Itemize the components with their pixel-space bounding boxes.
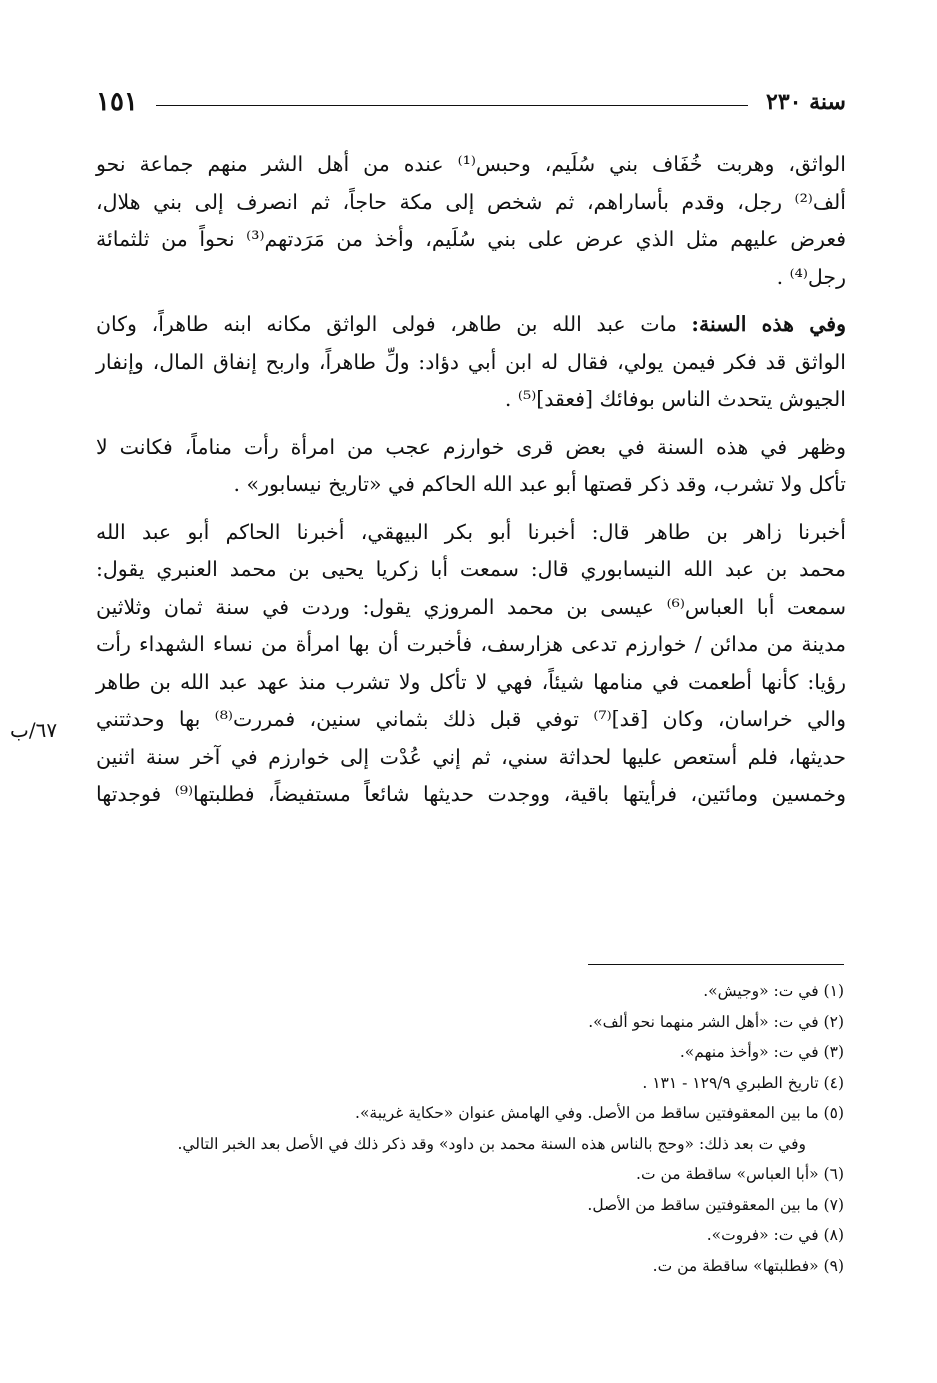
text-line: مدينة من مدائن / خوارزم تدعى هزارسف، فأخبرت أن بها امرأة من نساء الشهداء رأت [96,632,846,656]
footnote: (٢) في ت: «أهل الشر منهما نحو ألف». [588,1012,844,1031]
footnote: (٤) تاريخ الطبري ١٢٩/٩ - ١٣١ . [642,1073,844,1092]
text-line: وظهر في هذه السنة في بعض قرى خوارزم عجب من امرأة رأت مناماً، فكانت لا [96,434,846,459]
text-line: سمعت أبا العباس⁽⁶⁾ عيسى بن محمد المروزي يقول: وردت في سنة ثمان وثلاثين [96,594,846,619]
text-line [96,306,846,344]
footnote: (٣) في ت: «وأخذ منهم». [679,1043,844,1061]
text-fragment: مات عبد الله بن طاهر، فولى الواثق مكانه ابنه طاهراً، وكان [96,312,692,336]
page-number: ١٥١ [96,87,138,117]
section-lead: وفي هذه السنة: [691,312,846,336]
paragraph-1 [96,146,846,296]
paragraph-4 [96,514,846,814]
paragraph-3 [96,429,846,504]
text-line: أخبرنا زاهر بن طاهر قال: أخبرنا أبو بكر البيهقي، أخبرنا الحاكم أبو عبد الله [96,519,846,544]
text-line: محمد بن عبد الله النيسابوري قال: سمعت أبا زكريا يحيى بن محمد العنبري يقول: [96,557,846,581]
footnote: (٦) «أبا العباس» ساقطة من ت. [636,1165,844,1183]
footnote-separator [588,964,844,965]
text-line: وخمسين ومائتين، فرأيتها باقية، ووجدت حديثها شائعاً مستفيضاً، فطلبتها⁽⁹⁾ فوجدتها [96,782,846,806]
text-line: الواثق قد فكر فيمن يولي، فقال له ابن أبي دؤاد: ولِّ طاهراً، واربح إنفاق المال، وإنفار [96,349,846,374]
footnote: (٧) ما بين المعقوفتين ساقط من الأصل. [587,1195,844,1214]
header-rule [156,105,748,106]
paragraph-2 [96,306,846,419]
main-text [96,146,846,814]
text-line: تأكل ولا تشرب، وقد ذكر قصتها أبو عبد الله الحاكم في «تاريخ نيسابور» . [233,472,846,496]
manuscript-folio-note: ٦٧/ب [10,718,58,742]
text-line: فعرض عليهم مثل الذي عرض على بني سُلَيم، وأخذ من مَرَدتهم⁽³⁾ نحواً من ثلثمائة [96,227,847,251]
text-line: الواثق، وهربت خُفَاف بني سُلَيم، وحبس⁽¹⁾ عنده من أهل الشر منهم جماعة نحو [96,152,846,176]
footnote-continuation: وفي ت بعد ذلك: «وحج بالناس هذه السنة محمد بن داود» وقد ذكر ذلك في الأصل بعد الخبر التالي. [177,1134,806,1153]
running-head-year: سنة ٢٣٠ [766,89,846,115]
text-line: ألف⁽²⁾ رجل، وقدم بأساراهم، ثم شخص إلى مكة حاجاً، ثم انصرف إلى بني هلال، [96,189,846,214]
text-line: رجل⁽⁴⁾ . [776,264,846,289]
page-header [96,82,846,122]
text-line: الجيوش يتحدث الناس بوفائك [فعقد]⁽⁵⁾ . [504,387,846,411]
footnote: (١) في ت: «وجيش». [703,982,844,1000]
text-line: حديثها، فلم أستعص عليها لحداثة سني، ثم إني عُدْت إلى خوارزم في آخر سنة اثنين [96,744,846,769]
text-line: رؤيا: كأنها أطعمت في منامها شيئاً، فهي لا تأكل ولا تشرب منذ عهد عبد الله بن طاهر [96,669,846,694]
footnotes [96,976,844,1281]
footnote: (٨) في ت: «فروت». [706,1226,844,1244]
footnote: (٩) «فطلبتها» ساقطة من ت. [652,1256,844,1275]
footnote: (٥) ما بين المعقوفتين ساقط من الأصل. وفي الهامش عنوان «حكاية غريبة». [355,1104,844,1122]
text-line: والي خراسان، وكان [قد]⁽⁷⁾ توفي قبل ذلك بثماني سنين، فمررت⁽⁸⁾ بها وحدثتني [96,707,846,731]
